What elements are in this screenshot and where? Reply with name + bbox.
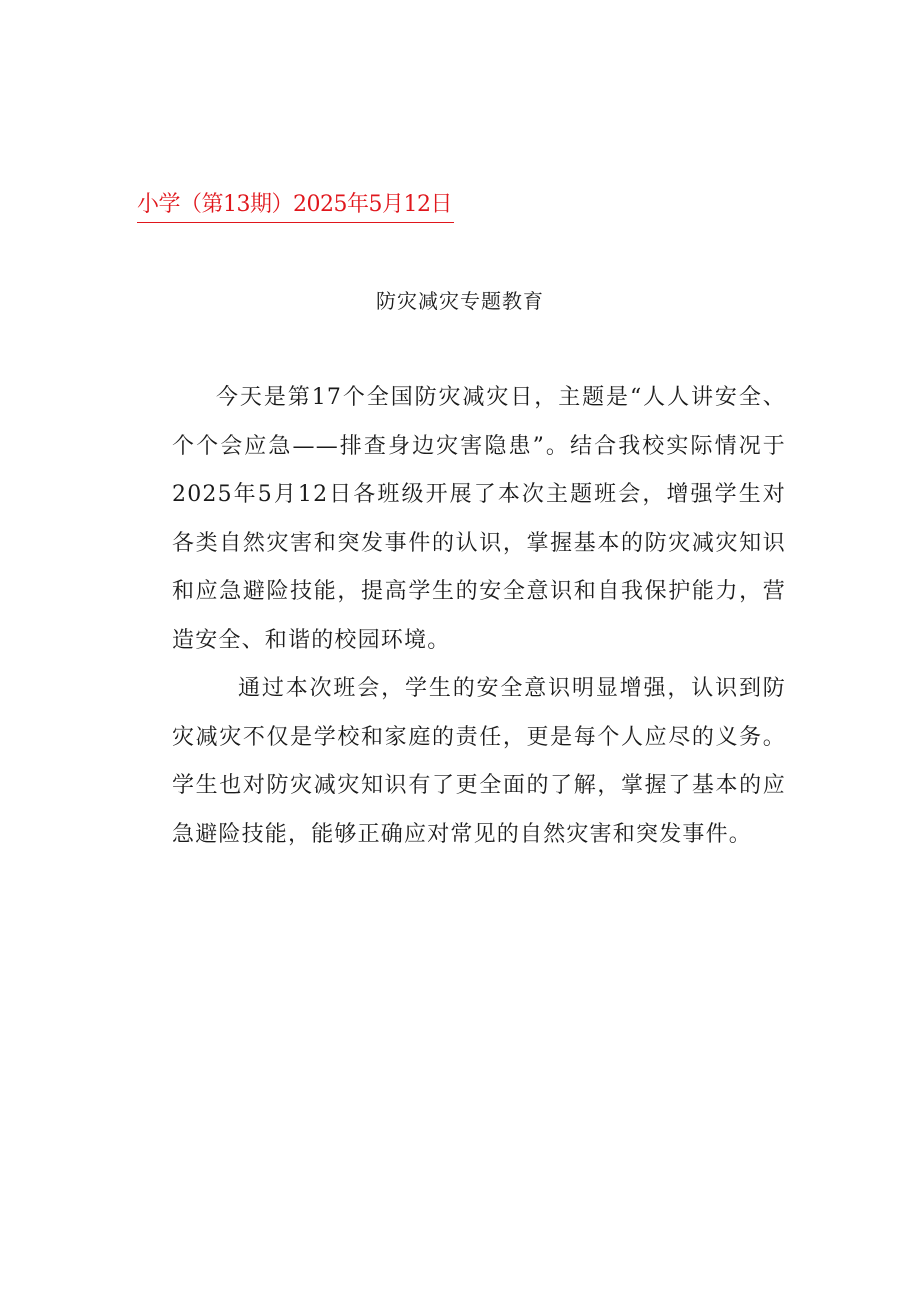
paragraph-outcome: 通过本次班会，学生的安全意识明显增强，认识到防灾减灾不仅是学校和家庭的责任，更是每个人应尽的义务。学生也对防灾减灾知识有了更全面的了解，掌握了基本的应急避险技能，能够正确应对常见的自然灾害和突发事件。 (172, 676, 786, 847)
issue-date-header: 小学（第13期）2025年5月12日 (137, 188, 454, 223)
paragraph-introduction: 今天是第17个全国防灾减灾日，主题是“人人讲安全、个个会应急——排查身边灾害隐患”。结合我校实际情况于2025年5月12日各班级开展了本次主题班会，增强学生对各类自然灾害和突发事件的认识，掌握基本的防灾减灾知识和应急避险技能，提高学生的安全意识和自我保护能力，营造安全、和谐的校园环境。 (172, 385, 786, 653)
document-title: 防灾减灾专题教育 (376, 289, 544, 313)
document-title-container (0, 286, 920, 316)
